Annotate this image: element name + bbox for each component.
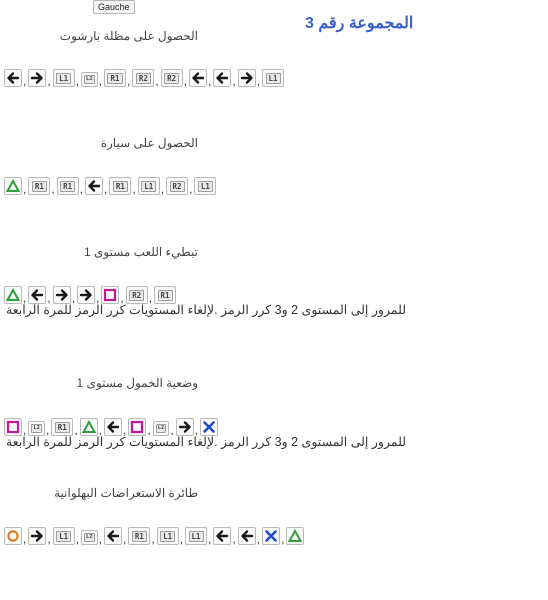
right-arrow-icon [238,69,256,87]
circle-icon [4,527,22,545]
l2-label: L2 [157,425,165,431]
l1-label: L1 [198,181,213,192]
l1-button-icon [53,527,75,545]
comma-separator: , [194,423,198,437]
comma-separator: , [179,532,184,546]
comma-separator: , [232,74,236,88]
comma-separator: , [71,291,76,305]
r1-label: R1 [32,181,47,192]
l1-label: L1 [266,73,281,84]
left-arrow-icon [238,527,256,545]
comma-separator: , [151,532,155,546]
l1-button-icon [53,69,75,87]
r1-label: R1 [158,290,173,301]
comma-separator: , [74,423,78,437]
comma-separator: , [132,182,136,196]
right-arrow-icon [28,527,46,545]
comma-separator: , [281,532,285,546]
l1-button-icon [157,527,179,545]
r2-button-icon [166,177,188,195]
comma-separator: , [148,291,153,305]
comma-separator: , [104,182,108,196]
r1-label: R1 [60,181,75,192]
r2-button-icon [132,69,154,87]
l2-label: L2 [33,425,40,431]
comma-separator: , [23,291,27,305]
comma-separator: , [23,182,27,196]
left-arrow-icon [213,69,231,87]
r2-label: R2 [136,73,151,84]
l2-button-icon [81,72,98,87]
l1-label: L1 [56,73,71,84]
cheat-name-idle: وضعية الخمول مستوى 1 [76,376,198,390]
r1-button-icon [109,177,131,195]
comma-separator: , [160,182,165,196]
comma-separator: , [98,74,102,88]
r1-button-icon [28,177,50,195]
cheat-name-stunt-plane: طائرة الاستعراضات البهلوانية [54,486,198,500]
cheat-buttons-idle [4,416,218,436]
right-arrow-icon [28,69,46,87]
comma-separator: , [208,74,212,88]
left-arrow-icon [4,69,22,87]
comma-separator: , [189,182,193,196]
l2-label: L2 [86,76,93,82]
cheat-buttons-slowmo [4,284,176,304]
left-arrow-icon [189,69,207,87]
r2-button-icon [161,69,183,87]
l1-button-icon [262,69,284,87]
r2-label: R2 [164,73,179,84]
left-arrow-icon [213,527,231,545]
comma-separator: , [147,423,151,437]
r1-label: R1 [113,181,128,192]
comma-separator: , [183,74,188,88]
r2-label: R2 [129,290,144,301]
r1-button-icon [104,69,126,87]
comma-separator: , [155,74,159,88]
r1-label: R1 [55,422,70,433]
l1-label: L1 [189,531,204,542]
r1-button-icon [57,177,79,195]
comma-separator: , [123,423,127,437]
comma-separator: , [23,74,27,88]
comma-separator: , [232,532,236,546]
comma-separator: , [98,423,102,437]
comma-separator: , [96,291,100,305]
comma-separator: , [127,74,131,88]
r2-label: R2 [170,181,185,192]
comma-separator: , [170,423,174,437]
comma-separator: , [75,74,80,88]
comma-separator: , [47,532,51,546]
l1-label: L1 [141,181,156,192]
cheat-buttons-parachute [4,67,284,87]
l1-label: L1 [160,531,175,542]
cross-icon [262,527,280,545]
comma-separator: , [47,74,51,88]
l1-label: L1 [56,531,71,542]
r1-label: R1 [132,531,147,542]
comma-separator: , [123,532,127,546]
comma-separator: , [75,532,80,546]
l1-button-icon [138,177,160,195]
comma-separator: , [98,532,102,546]
comma-separator: , [45,423,50,437]
triangle-icon [286,527,304,545]
cheat-buttons-car [4,175,216,195]
group-title: المجموعة رقم 3 [305,15,414,32]
comma-separator: , [256,74,261,88]
comma-separator: , [23,532,27,546]
comma-separator: , [79,182,84,196]
comma-separator: , [120,291,124,305]
comma-separator: , [256,532,261,546]
cheat-name-car: الحصول على سيارة [100,136,198,150]
comma-separator: , [51,182,55,196]
comma-separator: , [47,291,51,305]
left-arrow-icon [104,527,122,545]
left-arrow-icon [85,177,103,195]
cheat-note-idle: للمرور إلى المستوى 2 و3 كرر الرمز .لإلغاء المستويات كرر الرمز للمرة الرابعة [6,435,407,449]
gauche-tooltip: Gauche [93,0,135,14]
triangle-icon [4,177,22,195]
cheat-note-slowmo: للمرور إلى المستوى 2 و3 كرر الرمز .لإلغاء المستويات كرر الرمز للمرة الرابعة [6,303,407,317]
r1-label: R1 [107,73,122,84]
cheat-buttons-stunt-plane [4,525,304,545]
cheat-name-parachute: الحصول على مظلة بارشوت [59,29,198,43]
r1-button-icon [128,527,150,545]
l2-label: L2 [86,534,93,540]
comma-separator: , [208,532,212,546]
comma-separator: , [23,423,27,437]
l2-button-icon [81,530,98,545]
cheat-name-slowmo: تبطيء اللعب مستوى 1 [83,245,198,259]
l1-button-icon [185,527,207,545]
l1-button-icon [194,177,216,195]
